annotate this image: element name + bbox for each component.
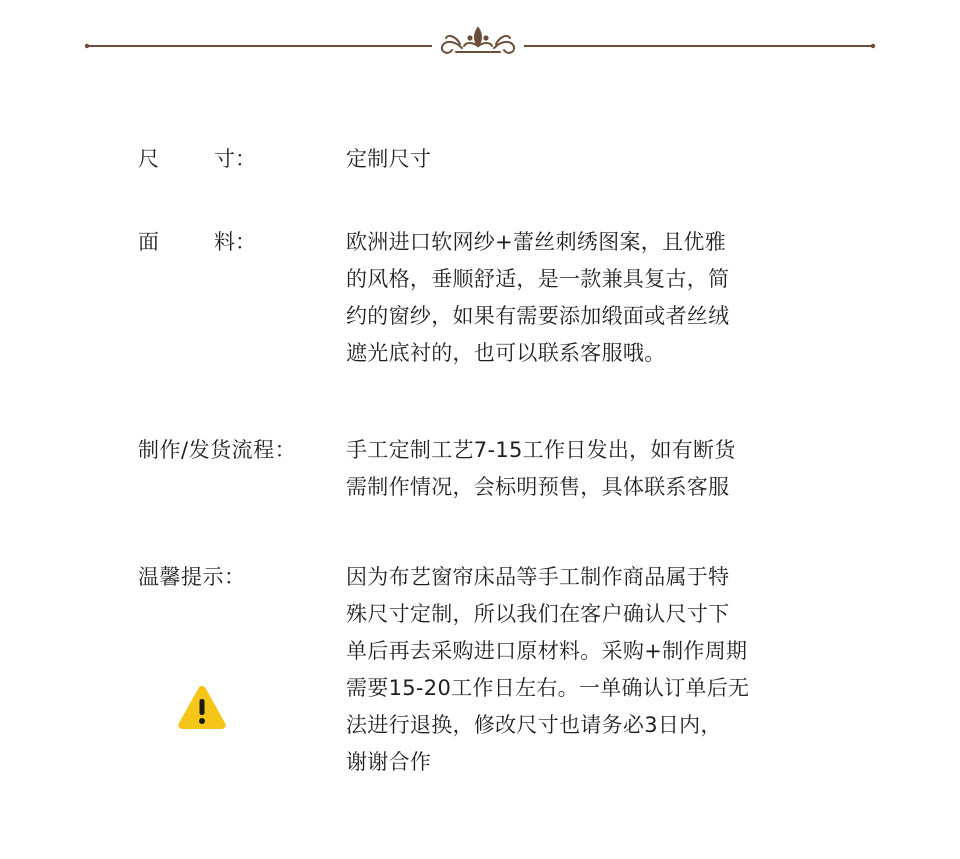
- spec-value-line: 定制尺寸: [346, 147, 432, 171]
- spec-label-char: 寸：: [214, 147, 256, 171]
- spec-value-line: 需要15-20工作日左右。一单确认订单后无: [346, 676, 750, 700]
- spec-value-line: 殊尺寸定制，所以我们在客户确认尺寸下: [346, 602, 730, 626]
- fleur-ornament-icon: [442, 28, 514, 53]
- spec-row-size: [138, 141, 828, 181]
- spec-value-line: 手工定制工艺7-15工作日发出，如有断货: [346, 438, 736, 462]
- spec-value-line: 法进行退换，修改尺寸也请务必3日内，: [346, 713, 722, 737]
- spec-label-char: 料：: [214, 230, 256, 254]
- spec-label: 制作/发货流程：: [138, 438, 297, 462]
- spec-value-line: 约的窗纱，如果有需要添加缎面或者丝绒: [346, 304, 730, 328]
- spec-value-line: 的风格，垂顺舒适，是一款兼具复古，简: [346, 267, 730, 291]
- warning-icon: [176, 683, 228, 731]
- spec-value-line: 遮光底衬的，也可以联系客服哦。: [346, 341, 666, 365]
- spec-label-char: 尺: [138, 147, 159, 171]
- spec-value: [346, 432, 816, 506]
- spec-value: [346, 559, 816, 781]
- spec-value-line: 因为布艺窗帘床品等手工制作商品属于特: [346, 565, 730, 589]
- spec-value: [346, 224, 816, 372]
- spec-label: [138, 224, 256, 261]
- spec-row-notice: [138, 559, 828, 789]
- spec-label: [138, 141, 256, 178]
- spec-value-line: 欧洲进口软网纱+蕾丝刺绣图案，且优雅: [346, 230, 726, 254]
- spec-value-line: 需制作情况，会标明预售，具体联系客服: [346, 475, 730, 499]
- spec-value: [346, 141, 816, 178]
- spec-value-line: 谢谢合作: [346, 750, 432, 774]
- spec-row-production: [138, 432, 828, 508]
- spec-value-line: 单后再去采购进口原材料。采购+制作周期: [346, 639, 748, 663]
- spec-row-fabric: [138, 224, 828, 374]
- spec-label: 温馨提示：: [138, 565, 246, 589]
- header-divider: [84, 18, 876, 62]
- spec-label-char: 面: [138, 230, 159, 254]
